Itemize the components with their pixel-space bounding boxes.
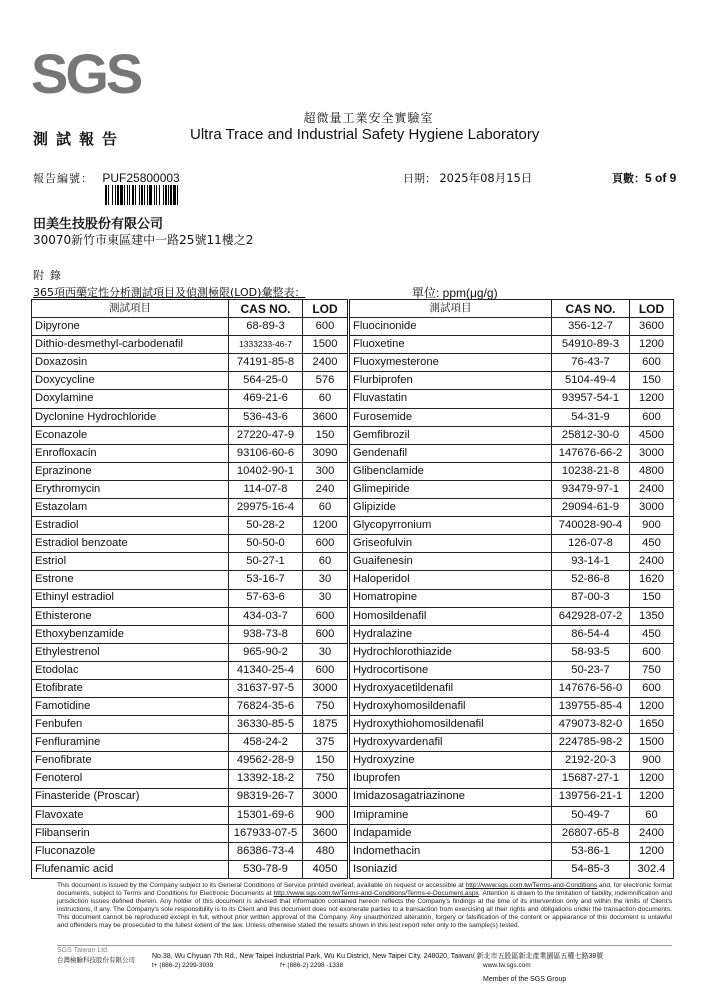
table-row [32,770,674,788]
lod-cell: 750 [303,698,349,716]
cas-no-cell: 54-85-3 [552,860,630,878]
test-item-cell: Fluvastatin [349,390,552,408]
footer-brand: SGS Taiwan Ltd. [57,947,110,954]
table-row [32,734,674,752]
lod-cell: 4050 [303,860,349,878]
legal-disclaimer [57,882,672,930]
test-item-cell: Flavoxate [32,806,229,824]
lod-cell: 150 [630,589,674,607]
cas-no-cell: 479073-82-0 [552,716,630,734]
test-item-cell: Glipizide [349,499,552,517]
lod-table [31,299,674,879]
header-lod: LOD [630,300,674,318]
cas-no-cell: 50-23-7 [552,661,630,679]
test-item-cell: Imipramine [349,806,552,824]
report-date [403,170,532,186]
cas-no-cell: 68-89-3 [229,318,303,336]
cas-no-cell: 224785-98-2 [552,734,630,752]
test-item-cell: Estazolam [32,499,229,517]
table-row [32,408,674,426]
cas-no-cell: 74191-85-8 [229,354,303,372]
table-row [32,716,674,734]
test-item-cell: Hydrochlorothiazide [349,643,552,661]
cas-no-cell: 31637-97-5 [229,679,303,697]
test-item-cell: Haloperidol [349,571,552,589]
cas-no-cell: 26807-65-8 [552,824,630,842]
lod-cell: 3600 [303,408,349,426]
cas-no-cell: 642928-07-2 [552,607,630,625]
table-row [32,426,674,444]
test-item-cell: Hydrocortisone [349,661,552,679]
cas-no-cell: 147676-66-2 [552,444,630,462]
cas-no-cell: 147676-56-0 [552,679,630,697]
cas-no-cell: 434-03-7 [229,607,303,625]
lod-cell: 150 [303,426,349,444]
lod-cell: 750 [303,770,349,788]
header-lod: LOD [303,300,349,318]
test-item-cell: Erythromycin [32,480,229,498]
cas-no-cell: 93106-60-6 [229,444,303,462]
lod-cell: 1200 [630,770,674,788]
table-row [32,842,674,860]
test-item-cell: Doxycycline [32,372,229,390]
cas-no-cell: 126-07-8 [552,535,630,553]
test-item-cell: Glimepiride [349,480,552,498]
footer-website[interactable]: www.tw.sgs.com [483,962,531,969]
test-item-cell: Gendenafil [349,444,552,462]
table-row [32,679,674,697]
table-row [32,752,674,770]
header-cas-no: CAS NO. [229,300,303,318]
footer-divider [57,945,672,946]
cas-no-cell: 54910-89-3 [552,336,630,354]
test-item-cell: Fenbufen [32,716,229,734]
cas-no-cell: 29975-16-4 [229,499,303,517]
table-row [32,571,674,589]
cas-no-cell: 50-27-1 [229,553,303,571]
cas-no-cell: 76824-35-6 [229,698,303,716]
test-item-cell: Hydroxyhomosildenafil [349,698,552,716]
unit-label: 單位: ppm(μg/g) [412,286,498,300]
cas-no-cell: 93-14-1 [552,553,630,571]
cas-no-cell: 93957-54-1 [552,390,630,408]
lod-cell: 3000 [630,444,674,462]
test-item-cell: Furosemide [349,408,552,426]
table-row [32,860,674,878]
test-item-cell: Fenoterol [32,770,229,788]
lod-cell: 1200 [630,698,674,716]
cas-no-cell: 54-31-9 [552,408,630,426]
lod-cell: 1200 [630,842,674,860]
cas-no-cell: 2192-20-3 [552,752,630,770]
footer-address: No.38, Wu Chyuan 7th Rd., New Taipei Industrial Park, Wu Ku District, New Taipei City, 248020, Taiwan/ 新北市五股區新北產業園區五權七路38號 [152,953,604,960]
report-number [33,170,180,186]
test-item-cell: Famotidine [32,698,229,716]
lod-cell: 3000 [630,499,674,517]
cas-no-cell: 740028-90-4 [552,517,630,535]
lod-cell: 30 [303,643,349,661]
cas-no-cell: 50-49-7 [552,806,630,824]
report-number-label: 報告編號： [33,172,93,185]
test-item-cell: Ethoxybenzamide [32,625,229,643]
table-row [32,589,674,607]
sgs-logo: SGS [31,42,141,105]
lod-cell: 576 [303,372,349,390]
cas-no-cell: 87-00-3 [552,589,630,607]
test-item-cell: Ibuprofen [349,770,552,788]
lod-cell: 1350 [630,607,674,625]
lod-cell: 1620 [630,571,674,589]
cas-no-cell: 49562-28-9 [229,752,303,770]
lab-name-chinese: 超微量工業安全實驗室 [303,111,434,125]
lod-cell: 600 [630,643,674,661]
test-item-cell: Imidazosagatriazinone [349,788,552,806]
disclaimer-text: . Attention is drawn to the limitation of liability, indemnification and jurisdiction issues defined therein. Any holder of this document is advised that information contained hereon reflects the Company's findings at the time of its intervention only and within the limits of Client's instructions, if any. The Company's sole responsibility is to its Client and this document does not exonerate parties to a transaction from exercising all their rights and obligations under the transaction documents. This document cannot be reproduced except in full, without prior written approval of the Company. Any unauthorized alteration, forgery or falsification of the content or appearance of this document is unlawful and offenders may be prosecuted to the fullest extent of the law. Unless otherwise stated the results shown in this test report refer only to the sample(s) tested. [57,890,672,929]
cas-no-cell: 938-73-8 [229,625,303,643]
table-row [32,462,674,480]
test-item-cell: Estriol [32,553,229,571]
table-row [32,625,674,643]
test-item-cell: Fluconazole [32,842,229,860]
test-item-cell: Doxazosin [32,354,229,372]
test-item-cell: Flibanserin [32,824,229,842]
lod-cell: 3600 [303,824,349,842]
lod-cell: 600 [630,679,674,697]
footer-brand-chinese: 台灣檢驗科技股份有限公司 [57,956,135,964]
test-item-cell: Dipyrone [32,318,229,336]
lod-cell: 1500 [303,336,349,354]
test-item-cell: Fenfluramine [32,734,229,752]
test-item-cell: Doxylamine [32,390,229,408]
footer-telephone: t+ (886-2) 2299-3939 [152,962,214,969]
lod-cell: 2400 [630,824,674,842]
lod-cell: 1200 [630,788,674,806]
lod-cell: 900 [630,517,674,535]
disclaimer-text: This document is issued by the Company subject to its General Conditions of Service printed overleaf, available on request or accessible at [57,882,466,889]
test-item-cell: Hydroxyacetildenafil [349,679,552,697]
table-row [32,824,674,842]
table-subtitle: 365項西藥定性分析測試項目及偵測極限(LOD)彙整表： [33,286,306,299]
lod-cell: 60 [303,499,349,517]
test-item-cell: Gemfibrozil [349,426,552,444]
test-item-cell: Eprazinone [32,462,229,480]
lod-cell: 1200 [630,336,674,354]
cas-no-cell: 469-21-6 [229,390,303,408]
cas-no-cell: 15301-69-6 [229,806,303,824]
test-item-cell: Estradiol benzoate [32,535,229,553]
test-item-cell: Glibenclamide [349,462,552,480]
appendix-label: 附錄 [33,269,67,282]
table-row [32,354,674,372]
test-item-cell: Fluoxetine [349,336,552,354]
lod-cell: 4500 [630,426,674,444]
test-item-cell: Etodolac [32,661,229,679]
test-item-cell: Isoniazid [349,860,552,878]
cas-no-cell: 86-54-4 [552,625,630,643]
e-document-terms-link[interactable]: http://www.sgs.com.tw/Terms-and-Conditions/Terms-e-Document.aspx [273,890,479,897]
header-test-item: 測試項目 [349,300,552,318]
table-row [32,499,674,517]
test-item-cell: Guaifenesin [349,553,552,571]
table-row [32,806,674,824]
cas-no-cell: 10238-21-8 [552,462,630,480]
cas-no-cell: 15687-27-1 [552,770,630,788]
disclaimer-text: and, for electronic format documents, subject to Terms and Conditions for Electronic Documents at [57,882,673,897]
table-row [32,517,674,535]
lod-cell: 480 [303,842,349,860]
test-item-cell: Ethinyl estradiol [32,589,229,607]
test-item-cell: Ethisterone [32,607,229,625]
cas-no-cell: 5104-49-4 [552,372,630,390]
page-count [612,170,676,186]
test-item-cell: Fluocinonide [349,318,552,336]
cas-no-cell: 536-43-6 [229,408,303,426]
lod-cell: 60 [303,390,349,408]
lod-cell: 60 [303,553,349,571]
cas-no-cell: 356-12-7 [552,318,630,336]
cas-no-cell: 58-93-5 [552,643,630,661]
terms-link[interactable]: http://www.sgs.com.tw/Terms-and-Conditions [465,882,598,889]
cas-no-cell: 52-86-8 [552,571,630,589]
footer-fax: f+ (886-2) 2298 -1338 [280,962,344,969]
header-cas-no: CAS NO. [552,300,630,318]
lod-cell: 150 [630,372,674,390]
lod-cell: 600 [303,625,349,643]
test-item-cell: Estradiol [32,517,229,535]
cas-no-cell: 36330-85-5 [229,716,303,734]
page-count-label: 頁數： [612,172,645,185]
test-item-cell: Flufenamic acid [32,860,229,878]
cas-no-cell: 50-28-2 [229,517,303,535]
lod-cell: 3000 [303,788,349,806]
cas-no-cell: 1333233-46-7 [229,336,303,354]
lod-cell: 60 [630,806,674,824]
lod-cell: 3090 [303,444,349,462]
lod-cell: 900 [303,806,349,824]
lod-cell: 1875 [303,716,349,734]
lod-cell: 150 [303,752,349,770]
lod-cell: 1650 [630,716,674,734]
lod-cell: 600 [303,535,349,553]
table-row [32,553,674,571]
test-item-cell: Hydroxythiohomosildenafil [349,716,552,734]
cas-no-cell: 29094-61-9 [552,499,630,517]
lod-cell: 1200 [630,390,674,408]
report-title: 測試報告 [33,130,126,148]
lod-cell: 900 [630,752,674,770]
lab-name-english: Ultra Trace and Industrial Safety Hygiene Laboratory [190,126,540,143]
cas-no-cell: 50-50-0 [229,535,303,553]
lod-cell: 375 [303,734,349,752]
cas-no-cell: 98319-26-7 [229,788,303,806]
test-item-cell: Hydralazine [349,625,552,643]
test-item-cell: Hydroxyzine [349,752,552,770]
table-row [32,698,674,716]
cas-no-cell: 458-24-2 [229,734,303,752]
cas-no-cell: 53-86-1 [552,842,630,860]
lod-cell: 600 [303,318,349,336]
cas-no-cell: 114-07-8 [229,480,303,498]
test-item-cell: Homosildenafil [349,607,552,625]
test-item-cell: Fenofibrate [32,752,229,770]
lod-cell: 2400 [630,480,674,498]
table-row [32,444,674,462]
cas-no-cell: 10402-90-1 [229,462,303,480]
test-item-cell: Finasteride (Proscar) [32,788,229,806]
table-row [32,788,674,806]
lod-cell: 302.4 [630,860,674,878]
cas-no-cell: 93479-97-1 [552,480,630,498]
test-item-cell: Dyclonine Hydrochloride [32,408,229,426]
test-item-cell: Econazole [32,426,229,444]
test-item-cell: Homatropine [349,589,552,607]
cas-no-cell: 139756-21-1 [552,788,630,806]
test-item-cell: Fluoxymesterone [349,354,552,372]
test-item-cell: Enrofloxacin [32,444,229,462]
test-item-cell: Flurbiprofen [349,372,552,390]
lod-cell: 3600 [630,318,674,336]
table-row [32,535,674,553]
cas-no-cell: 76-43-7 [552,354,630,372]
cas-no-cell: 167933-07-5 [229,824,303,842]
cas-no-cell: 25812-30-0 [552,426,630,444]
test-item-cell: Etofibrate [32,679,229,697]
table-row [32,336,674,354]
test-item-cell: Hydroxyvardenafil [349,734,552,752]
lod-cell: 600 [630,354,674,372]
client-company: 田美生技股份有限公司 [33,217,164,232]
report-number-value: PUF25800003 [102,171,180,185]
cas-no-cell: 13392-18-2 [229,770,303,788]
cas-no-cell: 965-90-2 [229,643,303,661]
test-item-cell: Estrone [32,571,229,589]
cas-no-cell: 27220-47-9 [229,426,303,444]
lod-cell: 240 [303,480,349,498]
table-row [32,372,674,390]
lod-cell: 600 [303,661,349,679]
lod-cell: 750 [630,661,674,679]
lod-cell: 3000 [303,679,349,697]
header-test-item: 測試項目 [32,300,229,318]
test-item-cell: Indomethacin [349,842,552,860]
table-row [32,643,674,661]
lod-cell: 600 [303,607,349,625]
test-item-cell: Glycopyrronium [349,517,552,535]
cas-no-cell: 57-63-6 [229,589,303,607]
table-row [32,661,674,679]
page-count-value: 5 of 9 [645,171,677,185]
lod-cell: 30 [303,571,349,589]
cas-no-cell: 530-78-9 [229,860,303,878]
lod-cell: 1500 [630,734,674,752]
lod-cell: 4800 [630,462,674,480]
cas-no-cell: 41340-25-4 [229,661,303,679]
cas-no-cell: 139755-85-4 [552,698,630,716]
footer-member: Member of the SGS Group [483,976,567,983]
lod-cell: 30 [303,589,349,607]
table-row [32,480,674,498]
report-date-label: 日期： [403,172,436,185]
test-item-cell: Dithio-desmethyl-carbodenafil [32,336,229,354]
report-barcode [105,185,255,205]
barcode-bar [178,185,180,205]
table-header-row [32,300,674,318]
lod-cell: 450 [630,535,674,553]
cas-no-cell: 86386-73-4 [229,842,303,860]
lod-cell: 2400 [630,553,674,571]
lod-cell: 1200 [303,517,349,535]
lod-cell: 600 [630,408,674,426]
report-date-value: 2025年08月15日 [439,171,533,185]
table-row [32,318,674,336]
cas-no-cell: 53-16-7 [229,571,303,589]
lod-cell: 450 [630,625,674,643]
test-item-cell: Griseofulvin [349,535,552,553]
lod-cell: 2400 [303,354,349,372]
table-row [32,607,674,625]
table-row [32,390,674,408]
client-address: 30070新竹市東區建中一路25號11樓之2 [33,233,254,247]
test-item-cell: Ethylestrenol [32,643,229,661]
test-item-cell: Indapamide [349,824,552,842]
lod-cell: 300 [303,462,349,480]
cas-no-cell: 564-25-0 [229,372,303,390]
